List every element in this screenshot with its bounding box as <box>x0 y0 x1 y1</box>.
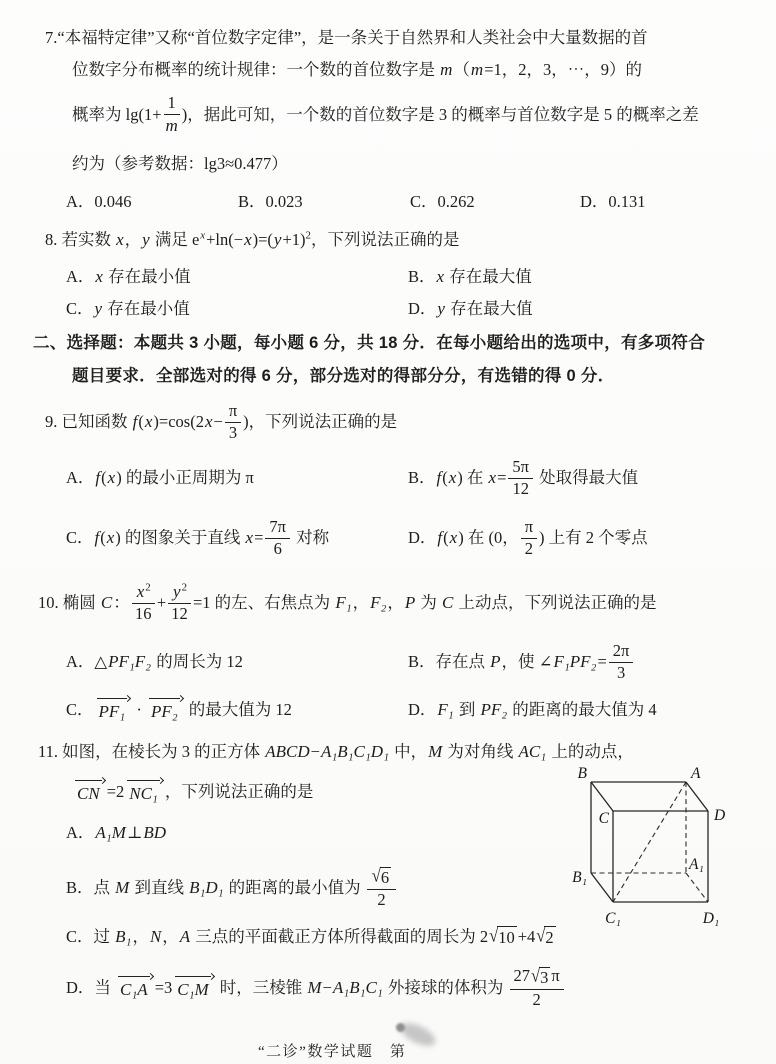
math-variable: x <box>449 528 458 548</box>
text-run: ， <box>352 592 370 612</box>
vertex-label-b: B <box>577 765 587 782</box>
text-run: B．0.023 <box>238 191 303 211</box>
math-variable: P <box>404 593 416 613</box>
math-variable: f <box>437 528 443 548</box>
radicand <box>539 967 550 988</box>
text-run: ) 在 (0， <box>458 527 519 547</box>
vertex-label-b1: B₁ <box>572 869 587 886</box>
text-run: π <box>524 516 534 536</box>
text-run: ，下列说法正确的是 <box>310 229 460 249</box>
q11-option-d <box>66 965 566 1011</box>
text-run: ( <box>101 467 107 487</box>
edge-a-d <box>686 782 708 811</box>
fraction-denominator <box>377 890 385 910</box>
radical-sign: √ <box>489 924 499 946</box>
text-run: D． <box>408 699 437 719</box>
q8-stem: 8. 若实数 x ， y 满足 e x +ln(− x )=( y +1) 2 ，下列说法正确的是 <box>45 229 460 250</box>
math-fraction <box>510 964 564 1010</box>
math-variable: x <box>448 468 457 488</box>
q8-options-row-1 <box>0 266 776 288</box>
q10-options-row-1 <box>0 639 776 685</box>
radicand <box>497 926 517 949</box>
text-run: 27 <box>513 965 530 985</box>
text-run: 10. 椭圆 <box>38 592 100 612</box>
text-run: +4 <box>517 926 536 946</box>
text-run: − <box>310 741 320 761</box>
math-variable: x <box>245 528 254 548</box>
text-run: +1) <box>282 229 306 249</box>
square-root <box>536 926 555 949</box>
math-variable: CN <box>77 784 100 804</box>
text-run: ，使 ∠ <box>501 651 553 671</box>
fraction-denominator <box>165 115 179 136</box>
math-variable: C <box>442 593 454 613</box>
math-variable: x <box>488 468 497 488</box>
math-variable: C <box>100 593 113 613</box>
fraction-denominator <box>229 423 237 443</box>
radicand <box>544 926 555 949</box>
vector-arrow <box>96 697 131 723</box>
math-variable: F₁ <box>335 593 352 613</box>
q10-option-d <box>408 697 657 723</box>
q9-options-row-2 <box>0 515 776 561</box>
text-run: B． <box>408 266 436 286</box>
text-run: 时，三棱锥 <box>215 977 307 997</box>
fraction-numerator <box>164 94 180 115</box>
fraction-numerator <box>609 642 634 663</box>
text-run: =2 <box>106 781 125 801</box>
edge-c-b <box>591 782 613 811</box>
text-run: 5π <box>512 456 529 476</box>
cube-vertex-labels <box>572 765 725 927</box>
math-variable: m <box>470 60 484 80</box>
vertex-label-d1: D₁ <box>702 910 720 927</box>
math-fraction <box>164 94 180 136</box>
text-run: A．0.046 <box>66 191 132 211</box>
text-run: = <box>254 527 264 547</box>
text-run: 6 <box>273 538 282 558</box>
text-run: 概率为 lg(1+ <box>72 104 162 124</box>
math-variable: f <box>132 412 138 432</box>
fraction-numerator <box>225 402 241 423</box>
text-run: π <box>228 400 238 420</box>
q7-option-a <box>66 191 132 213</box>
text-run: 存在最小值 <box>103 298 190 318</box>
text-run: 存在最大值 <box>445 298 533 318</box>
vector-arrow <box>126 779 163 805</box>
math-fraction <box>225 402 241 443</box>
math-fraction <box>168 582 191 624</box>
text-run: 对称 <box>292 527 330 547</box>
text-run: 2 <box>545 927 554 947</box>
math-variable: x <box>116 230 124 250</box>
text-run: =1，2，3，⋯，9）的 <box>484 59 642 79</box>
text-run: 存在最小值 <box>103 266 191 286</box>
cube-edges-hidden <box>591 782 708 902</box>
q10-option-a <box>66 639 243 685</box>
math-variable: x <box>144 412 153 432</box>
fraction-denominator <box>525 539 533 559</box>
text-run: 16 <box>134 604 152 623</box>
text-run: 9. 已知函数 <box>45 411 132 431</box>
text-run: 8. 若实数 <box>45 229 116 249</box>
math-variable: f <box>436 468 442 488</box>
text-run: 满足 e <box>150 229 200 249</box>
q7-line-3 <box>72 92 699 138</box>
math-variable: A₁M <box>95 823 126 843</box>
text-run: 存在最大值 <box>445 266 532 286</box>
text-run: 中， <box>390 741 428 761</box>
q10-option-c <box>66 697 292 723</box>
math-variable: x <box>95 267 103 287</box>
math-variable: y <box>94 299 103 319</box>
text-run: +ln(− <box>206 229 244 249</box>
fraction-numerator <box>265 518 290 539</box>
text-run: ： <box>113 592 130 612</box>
math-variable: x <box>106 528 115 548</box>
text-run: 三点的平面截正方体所得截面的周长为 2 <box>191 926 489 946</box>
text-run: 题目要求．全部选对的得 6 分，部分选对的得部分分，有选错的得 0 分． <box>72 366 615 385</box>
text-run: B． <box>408 467 436 487</box>
math-variable: y <box>142 230 150 250</box>
text-run: 为对角线 <box>443 741 518 761</box>
vertex-label-a: A <box>691 765 701 782</box>
text-run: 2 <box>524 538 533 558</box>
text-run: 3 <box>540 967 549 987</box>
fraction-denominator <box>135 604 152 624</box>
text-run: 2 <box>377 889 386 909</box>
q8-options-row-2 <box>0 298 776 320</box>
q9-option-c <box>66 515 329 561</box>
section2-header-line-1 <box>33 332 705 354</box>
math-fraction <box>609 642 634 683</box>
math-variable: f <box>95 468 101 488</box>
fraction-numerator <box>132 582 155 604</box>
q9-option-a <box>66 455 254 501</box>
page-footer: “二诊”数学试题 第 <box>258 1044 407 1060</box>
math-variable: y <box>173 582 181 602</box>
math-variable: P <box>490 652 501 672</box>
text-run: · <box>132 699 146 719</box>
q7-line-1 <box>45 27 648 49</box>
text-run: 1 <box>167 93 176 113</box>
q10-options-row-2 <box>0 697 776 723</box>
text-run: C． <box>66 298 94 318</box>
q11-option-c <box>66 926 557 948</box>
math-variable: y <box>273 230 282 250</box>
text-run: 到 <box>454 699 480 719</box>
q8-option-b <box>408 266 532 288</box>
diagonal-a-c1 <box>613 782 686 902</box>
radical-sign: √ <box>536 924 546 946</box>
text-run: ) 的最小正周期为 π <box>116 467 254 487</box>
text-run: =1 的左、右焦点为 <box>193 592 335 612</box>
text-run: )=cos(2 <box>153 411 204 431</box>
math-variable: F₂ <box>370 593 387 613</box>
text-run: B．存在点 <box>408 651 490 671</box>
text-run: 到直线 <box>130 877 189 897</box>
q9-stem <box>45 399 397 445</box>
text-run: 12 <box>171 604 188 623</box>
text-run: 位数字分布概率的统计规律：一个数的首位数字是 <box>72 59 440 79</box>
text-run: ，下列说法正确的是 <box>164 781 314 801</box>
text-run: D．0.131 <box>580 191 646 211</box>
radical-sign: √ <box>531 964 541 986</box>
edge-b1-c1 <box>591 873 613 902</box>
text-run: A． <box>66 266 95 286</box>
vertex-label-c1: C₁ <box>605 910 621 927</box>
text-run: ， <box>124 229 142 249</box>
q10-stem <box>38 580 657 626</box>
q7-option-c <box>410 191 475 213</box>
math-fraction <box>508 458 533 499</box>
section2-header-line-2 <box>72 365 615 387</box>
text-run: = <box>497 467 507 487</box>
vector-arrow <box>148 697 183 723</box>
math-fraction <box>367 864 396 910</box>
vertex-label-a1: A₁ <box>689 856 704 873</box>
text-run: 外接球的体积为 <box>383 977 508 997</box>
text-run: ) 上有 2 个零点 <box>539 527 648 547</box>
q7-option-b <box>238 191 303 213</box>
superscript: 2 <box>145 581 151 594</box>
text-run: )，下列说法正确的是 <box>243 411 398 431</box>
vector-arrow <box>174 975 213 1001</box>
text-run: 11. 如图，在棱长为 3 的正方体 <box>38 741 265 761</box>
text-run: D． <box>408 298 437 318</box>
q7-line-2 <box>72 59 642 81</box>
text-run: + <box>156 592 167 612</box>
text-run: D．当 <box>66 977 116 997</box>
math-variable: PF₁F₂ <box>108 652 152 672</box>
text-run: ( <box>443 527 449 547</box>
text-run: − <box>322 977 332 997</box>
q9-options-row-1 <box>0 455 776 501</box>
math-variable: BD <box>143 823 167 843</box>
math-variable: PF₁ <box>98 702 126 722</box>
math-variable: PF₂ <box>150 702 178 722</box>
fraction-denominator <box>617 663 625 683</box>
text-run: ) 在 <box>457 467 488 487</box>
text-run: = <box>597 651 607 671</box>
text-run: D． <box>408 527 437 547</box>
radicand <box>380 867 391 888</box>
q7-options-row <box>0 191 776 213</box>
math-variable: x <box>436 267 445 287</box>
math-variable: m <box>440 60 453 80</box>
text-run: C．0.262 <box>410 191 475 211</box>
text-run: ⊥ <box>126 822 143 842</box>
q7-line-4 <box>72 153 288 175</box>
math-variable: M <box>115 878 130 898</box>
text-run: − <box>213 411 223 431</box>
fraction-numerator <box>168 582 191 604</box>
text-run: 的周长为 12 <box>152 651 243 671</box>
text-run: 为 <box>416 592 442 612</box>
fraction-denominator <box>512 479 529 499</box>
text-run: 的最大值为 12 <box>184 699 292 719</box>
text-run: 的距离的最大值为 4 <box>508 699 657 719</box>
text-run: ( <box>442 467 448 487</box>
fraction-numerator <box>510 964 564 990</box>
edge-a1-d1 <box>686 873 708 902</box>
q8-option-d <box>408 298 533 320</box>
text-run: ， <box>387 592 404 612</box>
square-root <box>531 964 550 988</box>
q9-option-d <box>408 515 648 561</box>
text-run: ， <box>132 926 149 946</box>
square-root <box>371 864 391 888</box>
q11-option-b <box>66 865 398 911</box>
math-variable: N <box>149 927 162 947</box>
text-run: 10 <box>498 927 515 947</box>
text-run: 7π <box>269 516 286 536</box>
text-run: ， <box>162 926 179 946</box>
text-run: 2 <box>532 989 541 1009</box>
math-variable: y <box>437 299 445 319</box>
math-variable: x <box>204 412 213 432</box>
math-variable: A₁B₁C₁ <box>332 978 383 998</box>
math-fraction <box>265 518 290 559</box>
math-variable: A <box>179 927 191 947</box>
scan-smudge-dot <box>396 1023 405 1032</box>
text-run: ) 的图象关于直线 <box>115 527 245 547</box>
text-run: C． <box>66 699 94 719</box>
math-variable: F₁PF₂ <box>553 652 597 672</box>
text-run: 3 <box>616 662 626 682</box>
q10-option-b <box>408 639 635 685</box>
fraction-numerator <box>508 458 533 479</box>
text-run: C．过 <box>66 926 115 946</box>
text-run: 2π <box>612 640 630 660</box>
text-run: )=( <box>252 229 273 249</box>
fraction-denominator <box>274 539 282 559</box>
math-variable: B₁D₁ <box>189 878 224 898</box>
math-variable: m <box>165 116 178 135</box>
math-variable: B₁ <box>115 927 132 947</box>
q8-option-a <box>66 266 191 288</box>
math-variable: F₁ <box>437 700 454 720</box>
math-variable: x <box>107 468 116 488</box>
math-variable: x <box>136 582 145 602</box>
superscript: 2 <box>181 581 187 594</box>
text-run: 3 <box>228 422 238 442</box>
text-run: π <box>551 965 560 985</box>
text-run: 的距离的最小值为 <box>224 877 365 897</box>
vertex-label-c: C <box>598 810 609 827</box>
math-variable: NC₁ <box>129 784 158 804</box>
text-run: 处取得最大值 <box>535 467 639 487</box>
math-variable: C₁M <box>177 980 209 1000</box>
text-run: ( <box>100 527 106 547</box>
math-variable: f <box>94 528 100 548</box>
q11-line-1 <box>38 741 634 763</box>
math-variable: A₁B₁C₁D₁ <box>320 742 389 762</box>
square-root <box>489 926 517 949</box>
fraction-numerator <box>521 518 537 539</box>
q8-option-c <box>66 298 190 320</box>
text-run: ( <box>138 411 144 431</box>
cube-figure <box>563 756 775 936</box>
fraction-denominator <box>171 604 188 624</box>
q7-option-d <box>580 191 646 213</box>
math-variable: AC₁ <box>518 742 547 762</box>
text-run: C． <box>66 527 94 547</box>
math-variable: x <box>244 230 252 250</box>
vector-arrow <box>117 975 153 1001</box>
fraction-denominator <box>532 990 540 1010</box>
text-run: 7.“本福特定律”又称“首位数字定律”，是一条关于自然界和人类社会中大量数据的首 <box>45 27 648 47</box>
radical-sign: √ <box>371 864 381 886</box>
math-variable: ABCD <box>265 742 310 762</box>
text-run: 上动点，下列说法正确的是 <box>454 592 657 612</box>
math-fraction <box>132 582 155 624</box>
text-run: =3 <box>154 977 173 997</box>
fraction-numerator <box>367 864 396 890</box>
math-variable: PF₂ <box>480 700 508 720</box>
math-variable: M <box>307 978 322 998</box>
q9-option-b <box>408 455 638 501</box>
q11-option-a <box>66 822 167 844</box>
math-variable: M <box>428 742 443 762</box>
text-run: 二、选择题：本题共 3 小题，每小题 6 分，共 18 分．在每小题给出的选项中，有多项符合 <box>33 333 706 352</box>
q11-line-2 <box>72 779 313 805</box>
text-run: （ <box>453 59 470 79</box>
math-variable: C₁A <box>120 980 148 1000</box>
text-run: 12 <box>512 478 529 498</box>
text-run: 6 <box>380 867 390 887</box>
text-run: 约为（参考数据：lg3≈0.477） <box>72 153 288 173</box>
text-run: A．△ <box>66 651 108 671</box>
text-run: A． <box>66 822 95 842</box>
text-run: A． <box>66 467 95 487</box>
text-run: 上的动点， <box>547 741 634 761</box>
math-fraction <box>521 518 537 559</box>
text-run: )，据此可知，一个数的首位数字是 3 的概率与首位数字是 5 的概率之差 <box>181 104 699 124</box>
vertex-label-d: D <box>714 807 726 824</box>
vector-arrow <box>74 779 105 805</box>
text-run: B．点 <box>66 877 115 897</box>
